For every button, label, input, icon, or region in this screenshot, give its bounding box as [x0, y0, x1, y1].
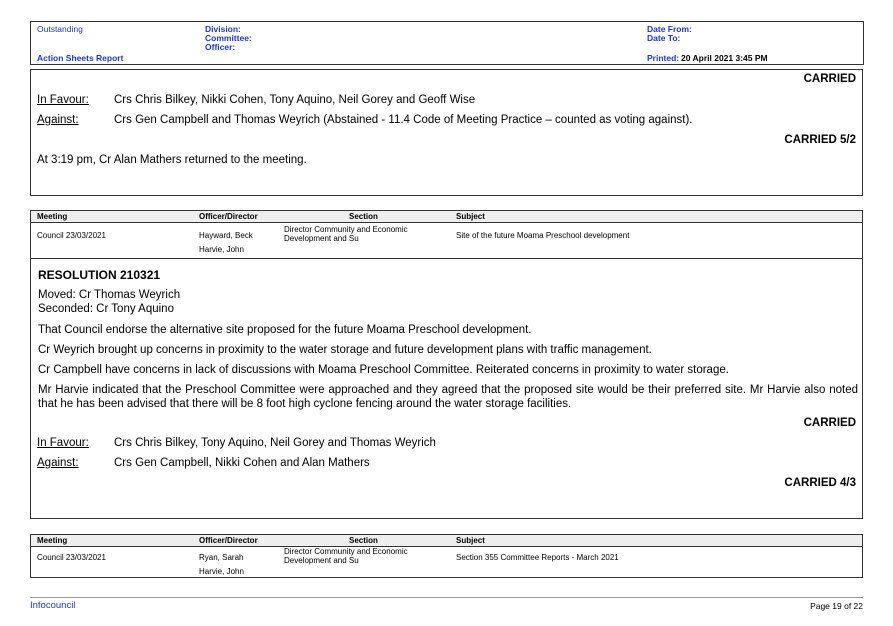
in-favour-label: In Favour:	[37, 94, 89, 106]
against-value: Crs Gen Campbell, Nikki Cohen and Alan Mathers	[114, 457, 370, 469]
meeting-cell: Council 23/03/2021	[37, 231, 106, 240]
subject-header: Subject	[456, 212, 485, 221]
officer-cell-2: Harvie, John	[199, 567, 244, 576]
carried-label: CARRIED	[803, 73, 856, 85]
officer-cell-2: Harvie, John	[199, 245, 244, 254]
paragraph-1: That Council endorse the alternative site proposed for the future Moama Preschool development.	[38, 324, 532, 336]
date-from-label: Date From:	[647, 24, 692, 34]
officer-header: Officer/Director	[199, 536, 258, 545]
carried-count: CARRIED 4/3	[784, 477, 856, 489]
against-value: Crs Gen Campbell and Thomas Weyrich (Abstained - 11.4 Code of Meeting Practice – counted as voting against).	[114, 114, 693, 126]
subject-header: Subject	[456, 536, 485, 545]
section-cell: Director Community and Economic Development and Su	[284, 225, 408, 243]
officer-cell-1: Ryan, Sarah	[199, 553, 244, 562]
against-label: Against:	[37, 114, 79, 126]
meeting-note: At 3:19 pm, Cr Alan Mathers returned to the meeting.	[37, 154, 307, 166]
committee-label: Committee:	[205, 33, 252, 43]
division-label: Division:	[205, 24, 241, 34]
in-favour-value: Crs Chris Bilkey, Nikki Cohen, Tony Aquino, Neil Gorey and Geoff Wise	[114, 94, 476, 106]
section-header: Section	[349, 212, 378, 221]
in-favour-label: In Favour:	[37, 437, 89, 449]
action-item	[30, 534, 863, 578]
moved-line: Moved: Cr Thomas Weyrich	[38, 289, 181, 301]
footer-divider	[30, 597, 863, 598]
subject-cell: Section 355 Committee Reports - March 2021	[456, 553, 619, 562]
seconded-line: Seconded: Cr Tony Aquino	[38, 303, 174, 315]
carried-label: CARRIED	[803, 417, 856, 429]
against-label: Against:	[37, 457, 79, 469]
outstanding-label: Outstanding	[37, 24, 83, 34]
officer-label: Officer:	[205, 42, 236, 52]
table-header	[31, 211, 862, 223]
page-number: Page 19 of 22	[810, 601, 863, 611]
section-header: Section	[349, 536, 378, 545]
footer-brand: Infocouncil	[30, 600, 76, 611]
in-favour-value: Crs Chris Bilkey, Tony Aquino, Neil Gorey and Thomas Weyrich	[114, 437, 436, 449]
report-header	[30, 21, 864, 65]
section-cell: Director Community and Economic Development and Su	[284, 547, 408, 565]
resolution-title: RESOLUTION 210321	[38, 268, 161, 282]
printed-value: 20 April 2021 3:45 PM	[681, 53, 768, 63]
officer-header: Officer/Director	[199, 212, 258, 221]
table-header	[31, 535, 862, 547]
officer-cell-1: Hayward, Beck	[199, 231, 253, 240]
action-item	[30, 210, 863, 519]
paragraph-2: Cr Weyrich brought up concerns in proximity to the water storage and future development plans with traffic management.	[38, 344, 652, 356]
meeting-header: Meeting	[37, 212, 68, 221]
date-to-label: Date To:	[647, 33, 681, 43]
paragraph-4: Mr Harvie indicated that the Preschool Committee were approached and they agreed that the proposed site would be their preferred site. Mr Harvie also noted that he has been advised that there will be 8 foot high cyclone fencing around the water storage facilities.	[38, 384, 858, 410]
report-title: Action Sheets Report	[37, 53, 124, 63]
subject-cell: Site of the future Moama Preschool development	[456, 231, 630, 240]
row-divider	[31, 258, 862, 259]
printed-label: Printed:	[647, 53, 680, 63]
previous-item-box	[30, 69, 863, 196]
carried-count: CARRIED 5/2	[784, 134, 856, 146]
meeting-cell: Council 23/03/2021	[37, 553, 106, 562]
meeting-header: Meeting	[37, 536, 68, 545]
paragraph-3: Cr Campbell have concerns in lack of discussions with Moama Preschool Committee. Reiterated concerns in proximity to water storage.	[38, 364, 729, 376]
